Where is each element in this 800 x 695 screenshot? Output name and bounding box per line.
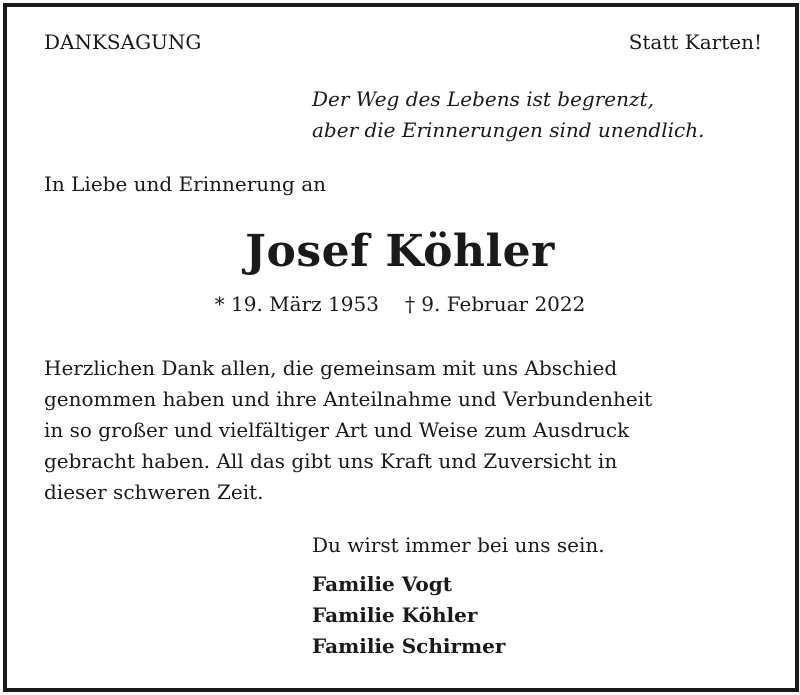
closing-line: Du wirst immer bei uns sein.: [312, 533, 605, 557]
thank-you-line: dieser schweren Zeit.: [44, 480, 264, 504]
family-name: Familie Vogt: [312, 572, 452, 596]
memorial-quote: [312, 84, 704, 146]
family-name: Familie Schirmer: [312, 634, 506, 658]
birth-date: * 19. März 1953: [214, 292, 379, 316]
thank-you-line: genommen haben und ihre Anteilnahme und Verbundenheit: [44, 387, 653, 411]
family-signatures: [312, 569, 505, 662]
thank-you-line: gebracht haben. All das gibt uns Kraft und Zuversicht in: [44, 449, 618, 473]
death-date: † 9. Februar 2022: [404, 292, 586, 316]
thank-you-text: [44, 353, 744, 508]
quote-line: aber die Erinnerungen sind unendlich.: [312, 118, 705, 142]
notice-type-label: DANKSAGUNG: [44, 30, 202, 54]
thank-you-line: in so großer und vielfältiger Art und Weise zum Ausdruck: [44, 418, 630, 442]
dedication-line: In Liebe und Erinnerung an: [44, 172, 327, 196]
quote-line: Der Weg des Lebens ist begrenzt,: [312, 87, 654, 111]
statt-karten-label: Statt Karten!: [628, 30, 762, 54]
thank-you-line: Herzlichen Dank allen, die gemeinsam mit uns Abschied: [44, 356, 618, 380]
family-name: Familie Köhler: [312, 603, 478, 627]
life-dates: [0, 292, 800, 316]
deceased-name: Josef Köhler: [245, 226, 555, 277]
